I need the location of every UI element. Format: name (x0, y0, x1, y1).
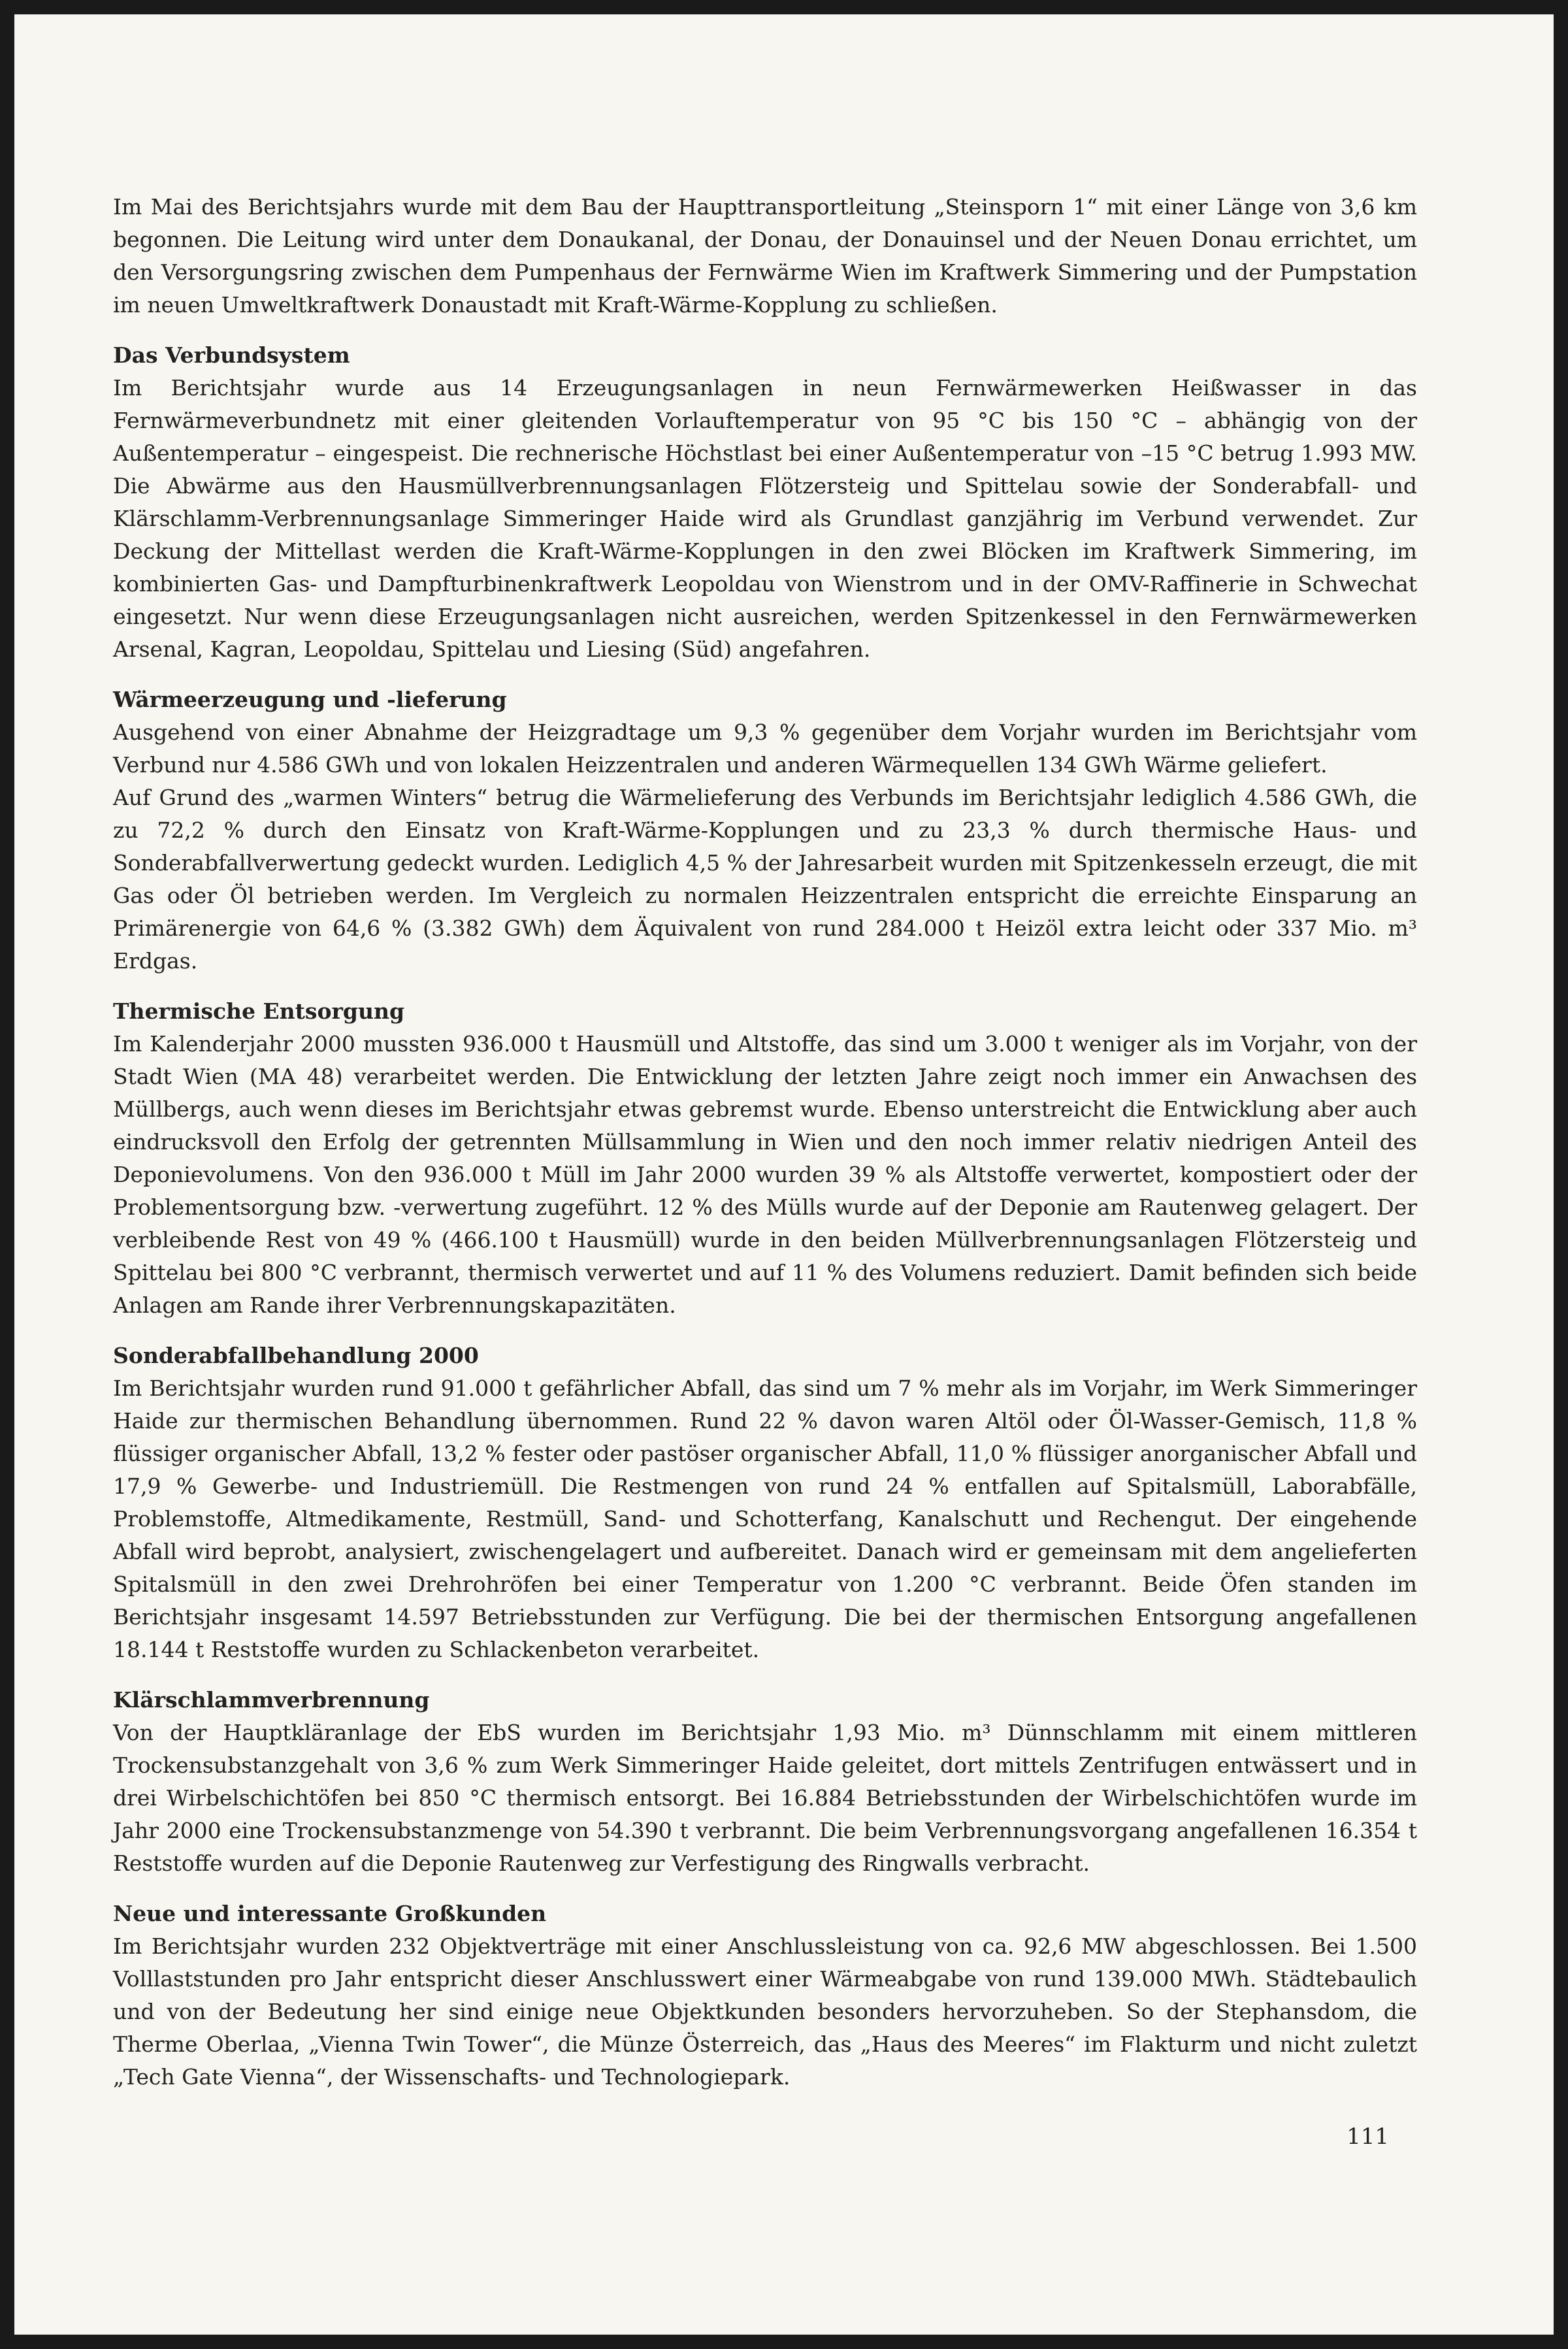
section-paragraph: Auf Grund des „warmen Winters“ betrug die Wärmelieferung des Verbunds im Berichtsjahr lediglich 4.586 GWh, die zu 72,2 % durch den Einsatz von Kraft-Wärme-Kopplungen und zu 23,3 % durch thermische Haus- und Sonderabfallverwertung gedeckt wurden. Lediglich 4,5 % der Jahresarbeit wurden mit Spitzenkesseln erzeugt, die mit Gas oder Öl betrieben werden. Im Vergleich zu normalen Heizzentralen entspricht die erreichte Einsparung an Primärenergie von 64,6 % (3.382 GWh) dem Äquivalent von rund 284.000 t Heizöl extra leicht oder 337 Mio. m³ Erdgas. (113, 785, 1417, 974)
section-klaerschlammverbrennung (113, 1666, 1417, 1880)
section-waermeerzeugung (113, 666, 1417, 977)
section-paragraph: Im Berichtsjahr wurde aus 14 Erzeugungsanlagen in neun Fernwärmewerken Heißwasser in das Fernwärmeverbundnetz mit einer gleitenden Vorlauftemperatur von 95 °C bis 150 °C – abhängig von der Außentemperatur – eingespeist. Die rechnerische Höchstlast bei einer Außentemperatur von –15 °C betrug 1.993 MW. Die Abwärme aus den Hausmüllverbrennungsanlagen Flötzersteig und Spittelau sowie der Sonderabfall- und Klärschlamm-Verbrennungsanlage Simmeringer Haide wird als Grundlast ganzjährig im Verbund verwendet. Zur Deckung der Mittellast werden die Kraft-Wärme-Kopplungen in den zwei Blöcken im Kraftwerk Simmering, im kombinierten Gas- und Dampfturbinenkraftwerk Leopoldau von Wienstrom und in der OMV-Raffinerie in Schwechat eingesetzt. Nur wenn diese Erzeugungsanlagen nicht ausreichen, werden Spitzenkessel in den Fernwärmewerken Arsenal, Kagran, Leopoldau, Spittelau und Liesing (Süd) angefahren. (113, 375, 1417, 662)
section-verbundsystem (113, 321, 1417, 666)
section-heading: Das Verbundsystem (113, 342, 350, 368)
section-heading: Thermische Entsorgung (113, 998, 405, 1024)
section-heading: Sonderabfallbehandlung 2000 (113, 1343, 479, 1368)
section-heading: Wärmeerzeugung und -lieferung (113, 687, 507, 712)
section-grosskunden (113, 1880, 1417, 2094)
page-number: 111 (1347, 2124, 1389, 2150)
section-heading: Neue und interessante Großkunden (113, 1901, 547, 1926)
page-content (113, 191, 1417, 2094)
intro-paragraph: Im Mai des Berichtsjahrs wurde mit dem Bau der Haupttransportleitung „Steinsporn 1“ mit einer Länge von 3,6 km begonnen. Die Leitung wird unter dem Donaukanal, der Donau, der Donauinsel und der Neuen Donau errichtet, um den Versorgungsring zwischen dem Pumpenhaus der Fernwärme Wien im Kraftwerk Simmering und der Pumpstation im neuen Umweltkraftwerk Donaustadt mit Kraft-Wärme-Kopplung zu schließen. (113, 194, 1417, 318)
section-paragraph: Im Kalenderjahr 2000 mussten 936.000 t Hausmüll und Altstoffe, das sind um 3.000 t weniger als im Vorjahr, von der Stadt Wien (MA 48) verarbeitet werden. Die Entwicklung der letzten Jahre zeigt noch immer ein Anwachsen des Müllbergs, auch wenn dieses im Berichtsjahr etwas gebremst wurde. Ebenso unterstreicht die Entwicklung aber auch eindrucksvoll den Erfolg der getrennten Müllsammlung in Wien und den noch immer relativ niedrigen Anteil des Deponievolumens. Von den 936.000 t Müll im Jahr 2000 wurden 39 % als Altstoffe verwertet, kompostiert oder der Problementsorgung bzw. -verwertung zugeführt. 12 % des Mülls wurde auf der Deponie am Rautenweg gelagert. Der verbleibende Rest von 49 % (466.100 t Hausmüll) wurde in den beiden Müllverbrennungsanlagen Flötzersteig und Spittelau bei 800 °C verbrannt, thermisch verwertet und auf 11 % des Volumens reduziert. Damit befinden sich beide Anlagen am Rande ihrer Verbrennungskapazitäten. (113, 1031, 1417, 1318)
section-paragraph: Ausgehend von einer Abnahme der Heizgradtage um 9,3 % gegenüber dem Vorjahr wurden im Berichtsjahr vom Verbund nur 4.586 GWh und von lokalen Heizzentralen und anderen Wärmequellen 134 GWh Wärme geliefert. (113, 719, 1417, 778)
section-heading: Klärschlammverbrennung (113, 1687, 430, 1713)
section-paragraph: Im Berichtsjahr wurden 232 Objektverträge mit einer Anschlussleistung von ca. 92,6 MW abgeschlossen. Bei 1.500 Volllaststunden pro Jahr entspricht dieser Anschlusswert einer Wärmeabgabe von rund 139.000 MWh. Städtebaulich und von der Bedeutung her sind einige neue Objektkunden besonders hervorzuheben. So der Stephansdom, die Therme Oberlaa, „Vienna Twin Tower“, die Münze Österreich, das „Haus des Meeres“ im Flakturm und nicht zuletzt „Tech Gate Vienna“, der Wissenschafts- und Technologiepark. (113, 1933, 1417, 2090)
section-sonderabfallbehandlung (113, 1322, 1417, 1666)
section-paragraph: Im Berichtsjahr wurden rund 91.000 t gefährlicher Abfall, das sind um 7 % mehr als im Vorjahr, im Werk Simmeringer Haide zur thermischen Behandlung übernommen. Rund 22 % davon waren Altöl oder Öl-Wasser-Gemisch, 11,8 % flüssiger organischer Abfall, 13,2 % fester oder pastöser organischer Abfall, 11,0 % flüssiger anorganischer Abfall und 17,9 % Gewerbe- und Industriemüll. Die Restmengen von rund 24 % entfallen auf Spitalsmüll, Laborabfälle, Problemstoffe, Altmedikamente, Restmüll, Sand- und Schotterfang, Kanalschutt und Rechengut. Der eingehende Abfall wird beprobt, analysiert, zwischengelagert und aufbereitet. Danach wird er gemeinsam mit dem angelieferten Spitalsmüll in den zwei Drehrohröfen bei einer Temperatur von 1.200 °C verbrannt. Beide Öfen standen im Berichtsjahr insgesamt 14.597 Betriebsstunden zur Verfügung. Die bei der thermischen Entsorgung angefallenen 18.144 t Reststoffe wurden zu Schlackenbeton verarbeitet. (113, 1375, 1417, 1662)
section-thermische-entsorgung (113, 977, 1417, 1322)
section-paragraph: Von der Hauptkläranlage der EbS wurden im Berichtsjahr 1,93 Mio. m³ Dünnschlamm mit einem mittleren Trockensubstanzgehalt von 3,6 % zum Werk Simmeringer Haide geleitet, dort mittels Zentrifugen entwässert und in drei Wirbelschichtöfen bei 850 °C thermisch entsorgt. Bei 16.884 Betriebsstunden der Wirbelschichtöfen wurde im Jahr 2000 eine Trockensubstanzmenge von 54.390 t verbrannt. Die beim Verbrennungsvorgang angefallenen 16.354 t Reststoffe wurden auf die Deponie Rautenweg zur Verfestigung des Ringwalls verbracht. (113, 1720, 1417, 1876)
document-page (14, 14, 1554, 2335)
